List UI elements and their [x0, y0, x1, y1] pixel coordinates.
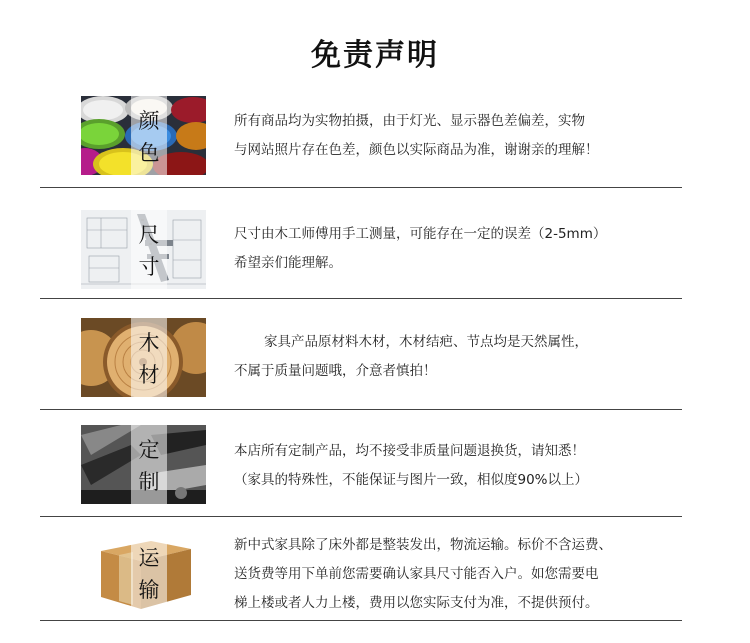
custom-disclaimer-text [234, 437, 654, 495]
text-line: 所有商品均为实物拍摄，由于灯光、显示器色差偏差，实物 [234, 113, 585, 129]
shipping-box-image [81, 533, 206, 612]
color-paint-cans-image [81, 96, 206, 175]
section-divider [40, 516, 682, 517]
shipping-disclaimer-text [234, 531, 654, 618]
section-divider [40, 298, 682, 299]
text-line: 送货费等用下单前您需要确认家具尺寸能否入户。如您需要电 [234, 566, 599, 582]
text-line: 不属于质量问题哦，介意者慎拍！ [234, 363, 437, 379]
color-disclaimer-text [234, 107, 654, 165]
section-char-1: 颜 [138, 109, 160, 133]
wood-logs-image [81, 318, 206, 397]
section-char-2: 输 [138, 578, 160, 602]
text-line: 家具产品原材料木材，木材结疤、节点均是天然属性， [264, 334, 588, 350]
size-blueprint-image [81, 210, 206, 289]
text-line: 尺寸由木工师傅用手工测量，可能存在一定的误差（2-5mm） [234, 226, 607, 242]
text-line: 希望亲们能理解。 [234, 255, 342, 271]
section-char-1: 木 [138, 331, 160, 355]
section-divider [40, 187, 682, 188]
wood-disclaimer-text [234, 328, 654, 386]
section-char-2: 寸 [138, 255, 160, 279]
section-divider [40, 409, 682, 410]
text-line: 本店所有定制产品，均不接受非质量问题退换货，请知悉！ [234, 443, 585, 459]
section-char-2: 色 [138, 141, 160, 165]
section-char-1: 定 [138, 438, 160, 462]
size-disclaimer-text [234, 220, 654, 278]
section-char-1: 尺 [138, 223, 160, 247]
text-line: 梯上楼或者人力上楼，费用以您实际支付为准，不提供预付。 [234, 595, 599, 611]
page-title: 免责声明 [311, 38, 439, 73]
text-line: 新中式家具除了床外都是整装发出，物流运输。标价不含运费、 [234, 537, 612, 553]
text-line: （家具的特殊性，不能保证与图片一致，相似度90%以上） [234, 472, 589, 488]
section-char-2: 材 [138, 363, 160, 387]
section-char-1: 运 [138, 546, 160, 570]
text-line: 与网站照片存在色差，颜色以实际商品为准，谢谢亲的理解！ [234, 142, 599, 158]
section-char-2: 制 [138, 470, 160, 494]
section-divider [40, 620, 682, 621]
custom-tools-image [81, 425, 206, 504]
